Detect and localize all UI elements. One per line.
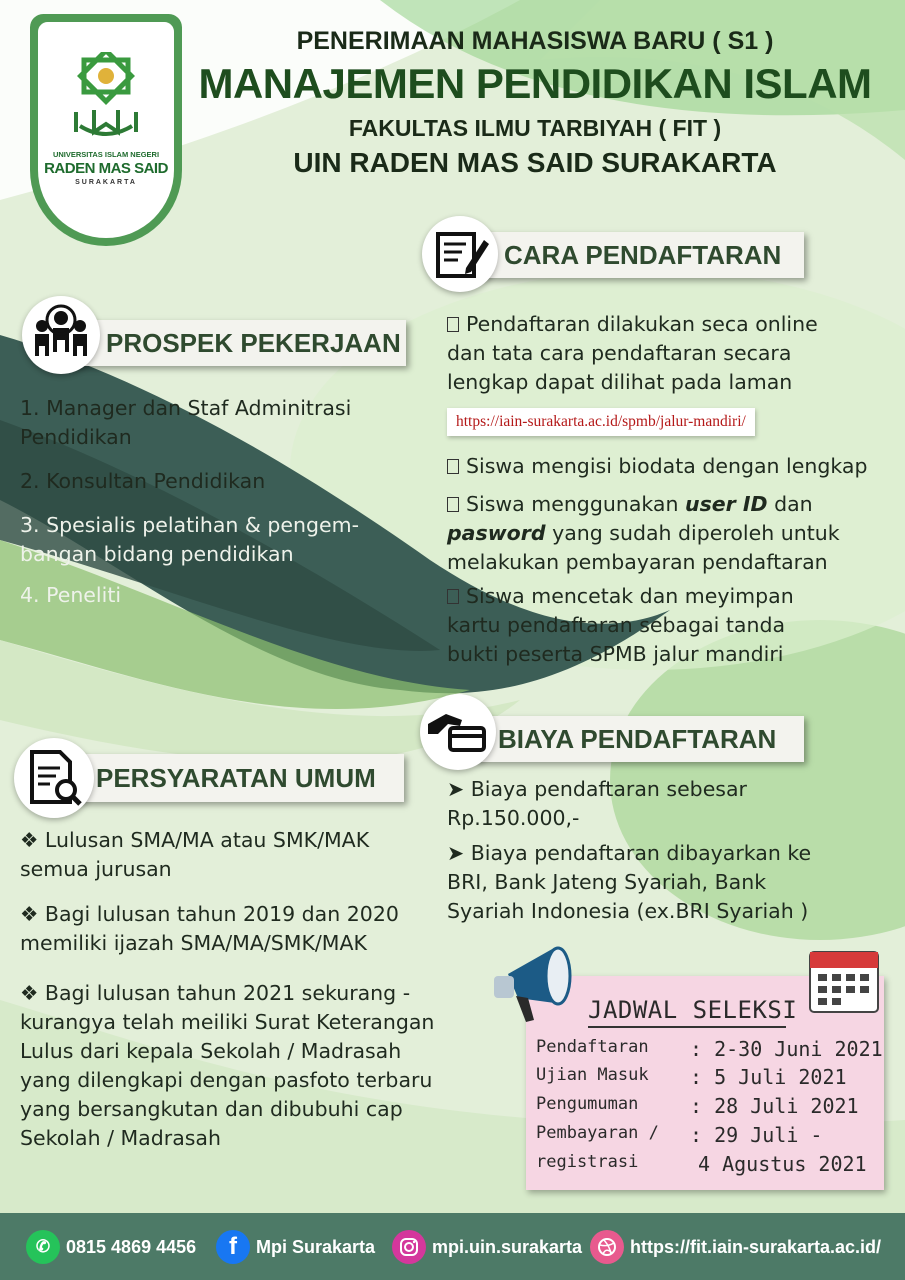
logo-emblem-icon: [66, 52, 146, 142]
prospek-item-4: 4. Peneliti: [20, 583, 122, 607]
logo-text-3: SURAKARTA: [75, 179, 137, 186]
syarat-item-2: ❖ Bagi lulusan tahun 2019 dan 2020 memiliki ijazah SMA/MA/SMK/MAK: [20, 902, 399, 955]
university-logo: [38, 22, 174, 238]
diamond-bullet-icon: ❖: [20, 902, 45, 926]
persyaratan-umum-heading: PERSYARATAN UMUM: [60, 754, 404, 802]
jadwal-label-1: Pendaftaran: [536, 1037, 649, 1057]
cara-pendaftaran-heading: CARA PENDAFTARAN: [470, 232, 804, 278]
jadwal-value-2: : 5 Juli 2021: [690, 1065, 847, 1089]
bullet-square-icon: [447, 459, 459, 474]
jadwal-value-1: : 2-30 Juni 2021: [690, 1037, 883, 1061]
jadwal-label-4: Pembayaran /: [536, 1123, 659, 1143]
diamond-bullet-icon: ❖: [20, 981, 45, 1005]
cara-step-4: Siswa mencetak dan meyimpan kartu pendaftaran sebagai tanda bukti peserta SPMB jalur mandiri: [447, 584, 794, 666]
cara-step-2: Siswa mengisi biodata dengan lengkap: [447, 452, 867, 481]
jadwal-underline: [588, 1026, 786, 1028]
jadwal-label-5: registrasi: [536, 1152, 639, 1172]
payment-card-icon: [420, 694, 496, 770]
form-edit-icon: [422, 216, 498, 292]
document-icon-badge: [14, 738, 94, 818]
payment-icon-badge: [420, 694, 496, 770]
footer-facebook[interactable]: f Mpi Surakarta: [216, 1230, 375, 1264]
jadwal-label-2: Ujian Masuk: [536, 1065, 649, 1085]
logo-text-1: UNIVERSITAS ISLAM NEGERI: [52, 150, 160, 159]
document-search-icon: [14, 738, 94, 818]
facebook-icon: f: [216, 1230, 250, 1264]
header-line-3: FAKULTAS ILMU TARBIYAH ( FIT ): [348, 115, 722, 141]
prospek-item-1b: Pendidikan: [20, 425, 132, 449]
people-icon-badge: [22, 296, 100, 374]
jadwal-title: JADWAL SELEKSI: [588, 996, 798, 1024]
prospek-pekerjaan-heading: PROSPEK PEKERJAAN: [70, 320, 406, 366]
whatsapp-icon: ✆: [26, 1230, 60, 1264]
cara-step-3: Siswa menggunakan user ID dan pasword yang sudah diperoleh untuk melakukan pembayaran pendaftaran: [447, 492, 840, 574]
page-title: MANAJEMEN PENDIDIKAN ISLAM: [198, 60, 872, 107]
arrow-bullet-icon: ➤: [447, 777, 471, 801]
jadwal-value-5: 4 Agustus 2021: [698, 1152, 867, 1176]
megaphone-icon: [482, 940, 592, 1030]
syarat-item-1: ❖ Lulusan SMA/MA atau SMK/MAK semua jurusan: [20, 828, 370, 881]
bullet-square-icon: [447, 317, 459, 332]
form-icon-badge: [422, 216, 498, 292]
jadwal-value-3: : 28 Juli 2021: [690, 1094, 859, 1118]
registration-link[interactable]: https://iain-surakarta.ac.id/spmb/jalur-mandiri/: [447, 408, 755, 436]
diamond-bullet-icon: ❖: [20, 828, 45, 852]
biaya-pendaftaran-heading: BIAYA PENDAFTARAN: [474, 716, 804, 762]
prospek-item-2: 2. Konsultan Pendidikan: [20, 469, 266, 493]
footer-phone[interactable]: ✆ 0815 4869 4456: [26, 1230, 196, 1264]
logo-text-2: RADEN MAS SAID: [44, 160, 168, 177]
dribbble-globe-icon: [590, 1230, 624, 1264]
syarat-item-3: ❖ Bagi lulusan tahun 2021 sekurang - kurangya telah meiliki Surat Keterangan Lulus dari kepala Sekolah / Madrasah yang dilengkapi dengan pasfoto terbaru yang bersangkutan dan dibubuhi cap Sekolah / Madrasah: [20, 981, 435, 1150]
prospek-item-3a: 3. Spesialis pelatihan & pengem-: [20, 513, 360, 537]
calendar-icon: [806, 944, 882, 1016]
jadwal-label-3: Pengumuman: [536, 1094, 639, 1114]
biaya-item-1: ➤ Biaya pendaftaran sebesar Rp.150.000,-: [447, 777, 747, 830]
footer-instagram[interactable]: mpi.uin.surakarta: [392, 1230, 582, 1264]
prospek-item-1a: 1. Manager dan Staf Adminitrasi: [20, 396, 352, 420]
bullet-square-icon: [447, 497, 459, 512]
header-line-4: UIN RADEN MAS SAID SURAKARTA: [293, 147, 777, 178]
people-search-icon: [22, 296, 100, 374]
jadwal-value-4: : 29 Juli -: [690, 1123, 823, 1147]
footer-website[interactable]: https://fit.iain-surakarta.ac.id/: [590, 1230, 881, 1264]
biaya-item-2: ➤ Biaya pendaftaran dibayarkan ke BRI, Bank Jateng Syariah, Bank Syariah Indonesia (ex.BRI Syariah ): [447, 841, 812, 923]
header-line-1: PENERIMAAN MAHASISWA BARU ( S1 ): [296, 27, 774, 55]
cara-step-1: Pendaftaran dilakukan seca online dan tata cara pendaftaran secara lengkap dapat dilihat pada laman: [447, 312, 818, 394]
instagram-icon: [392, 1230, 426, 1264]
bullet-square-icon: [447, 589, 459, 604]
prospek-item-3b: bangan bidang pendidikan: [20, 542, 294, 566]
arrow-bullet-icon: ➤: [447, 841, 471, 865]
